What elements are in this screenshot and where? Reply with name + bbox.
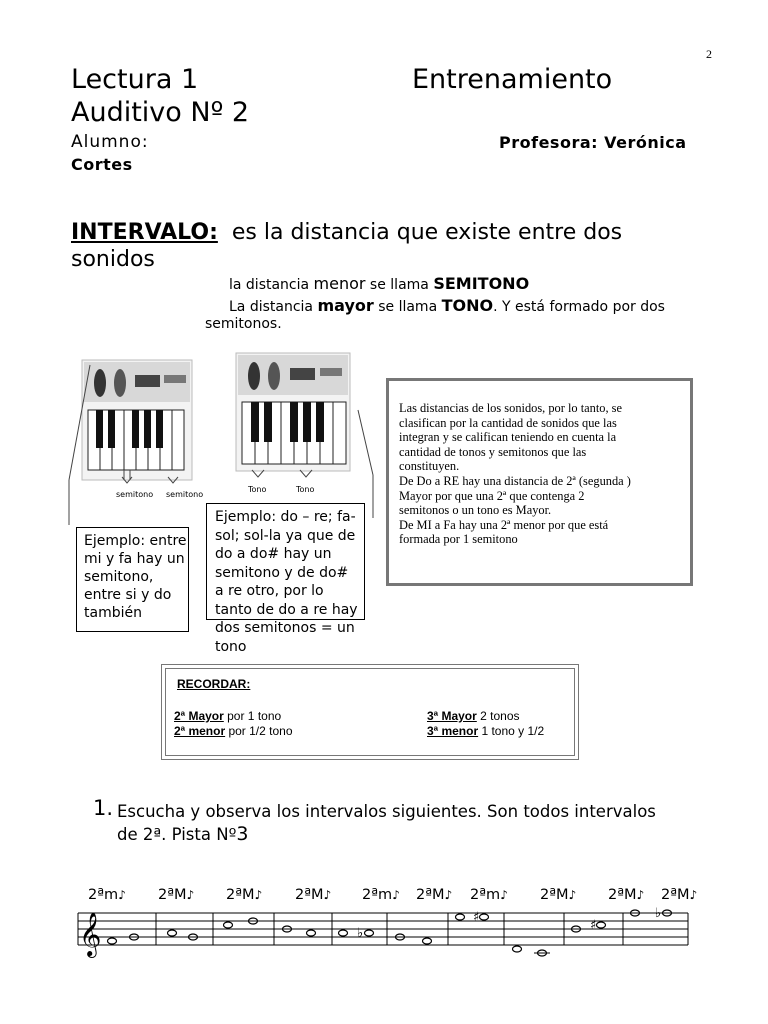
- explanation-line: Las distancias de los sonidos, por lo tanto, se: [399, 401, 623, 415]
- exercise-number: 1.: [93, 796, 114, 820]
- music-staff: [70, 905, 700, 960]
- recordar-2-mayor: 2ª Mayor por 1 tono: [174, 709, 282, 723]
- recordar-box: [161, 664, 579, 760]
- interval-label: 2ªM♪: [295, 887, 332, 903]
- interval-term: INTERVALO:: [71, 220, 218, 245]
- distance-major-line: La distancia mayor se llama TONO. Y está formado por dos: [229, 296, 665, 315]
- explanation-line: semitonos o un tono es Mayor.: [399, 503, 552, 518]
- example-tone-box: [206, 503, 365, 655]
- recordar-2-menor: 2ª menor por 1/2 tono: [174, 724, 293, 738]
- flat-icon: ♭: [655, 906, 662, 921]
- explanation-line: De Do a RE hay una distancia de 2ª (segunda ): [399, 473, 631, 488]
- tone-label-2: Tono: [296, 485, 315, 494]
- explanation-line: clasifican por la cantidad de sonidos que las: [399, 415, 617, 430]
- interval-label: 2ªM♪: [226, 887, 263, 903]
- interval-label: 2ªM♪: [416, 887, 453, 903]
- title-auditivo: Auditivo Nº 2: [71, 97, 250, 128]
- title-lectura: Lectura 1: [71, 64, 199, 95]
- treble-clef-icon: 𝄞: [79, 912, 102, 956]
- semitone-label-1: semitono: [116, 490, 154, 499]
- explanation-line: cantidad de tonos y semitonos que las: [399, 444, 587, 459]
- example-semitone-box: [76, 527, 189, 632]
- tone-label-1: Tono: [248, 485, 267, 494]
- keyboard-semitone-image: [60, 355, 210, 540]
- explanation-line: formada por 1 semitono: [399, 532, 518, 547]
- page-number: 2: [706, 47, 712, 61]
- explanation-line: constituyen.: [399, 459, 460, 474]
- sharp-icon: ♯: [473, 910, 480, 925]
- example-semitone-text: Ejemplo: entre mi y fa hay un semitono, entre si y do también: [84, 533, 187, 621]
- explanation-line: integran y se califican teniendo en cuenta la: [399, 430, 617, 445]
- flat-icon: ♭: [357, 926, 364, 941]
- example-tone-text: Ejemplo: do – re; fa-sol; sol-la ya que de do a do# hay un semitono y de do# a re otro, por lo tanto de do a re hay dos semitonos = un tono: [215, 509, 358, 655]
- interval-definition: [71, 219, 691, 273]
- interval-label: 2ªm♪: [88, 887, 126, 903]
- exercise-instructions: Escucha y observa los intervalos siguientes. Son todos intervalos de 2ª. Pista Nº3: [117, 802, 656, 845]
- interval-label: 2ªM♪: [158, 887, 195, 903]
- interval-label: 2ªm♪: [362, 887, 400, 903]
- interval-label: 2ªm♪: [470, 887, 508, 903]
- recordar-3-mayor: 3ª Mayor 2 tonos: [427, 709, 520, 723]
- interval-label: 2ªM♪: [608, 887, 645, 903]
- profesora-surname: Cortes: [71, 155, 133, 174]
- interval-label: 2ªM♪: [540, 887, 577, 903]
- title-entrenamiento: Entrenamiento: [412, 64, 613, 95]
- recordar-title: RECORDAR:: [177, 677, 251, 691]
- recordar-3-menor: 3ª menor 1 tono y 1/2: [427, 724, 545, 738]
- semitone-label-2: semitono: [166, 490, 204, 499]
- explanation-box: [386, 378, 693, 586]
- interval-label: 2ªM♪: [661, 887, 698, 903]
- distance-major-cont: semitonos.: [205, 316, 282, 332]
- keyboard-tone-image: [230, 350, 380, 520]
- alumno-label: Alumno:: [71, 132, 149, 152]
- explanation-line: Mayor por que una 2ª que contenga 2: [399, 488, 585, 503]
- profesora-label: Profesora: Verónica: [499, 133, 687, 152]
- interval-text: es la distancia que existe entre dos sonidos: [71, 220, 623, 272]
- distance-minor-line: la distancia menor se llama SEMITONO: [229, 274, 530, 293]
- explanation-line: De MI a Fa hay una 2ª menor por que está: [399, 517, 609, 532]
- sharp-icon: ♯: [590, 918, 597, 933]
